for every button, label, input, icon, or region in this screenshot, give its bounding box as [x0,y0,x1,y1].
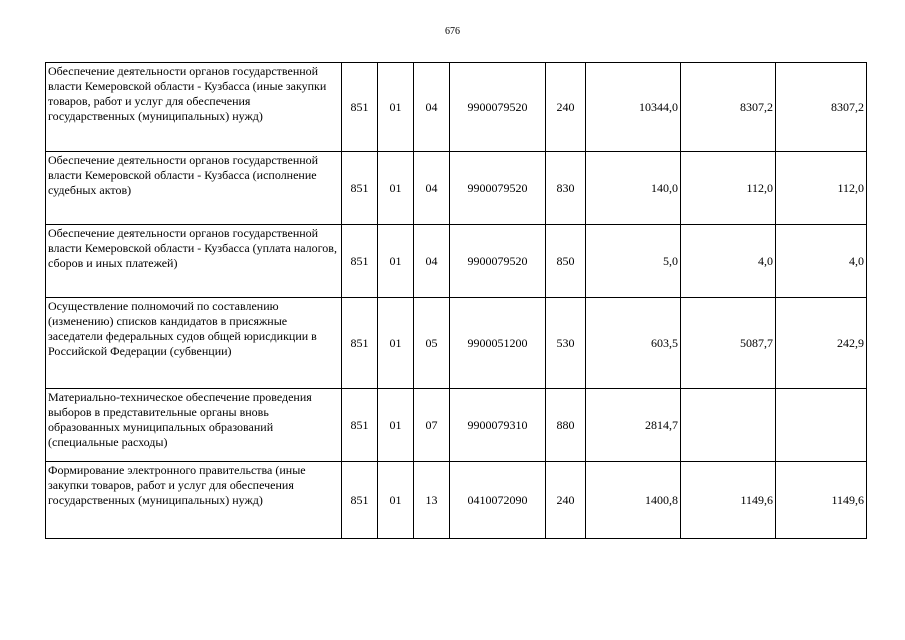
expense-type-code: 240 [546,63,586,152]
target-article-code: 0410072090 [450,462,546,539]
subsection-code: 07 [414,389,450,462]
ministry-code: 851 [342,462,378,539]
section-code: 01 [378,298,414,389]
table-row [46,389,867,462]
amount-2: 4,0 [681,225,776,298]
amount-1: 603,5 [586,298,681,389]
expense-type-code: 850 [546,225,586,298]
row-description: Осуществление полномочий по составлению (изменению) списков кандидатов в присяжные заседатели федеральных судов общей юрисдикции в Российской Федерации (субвенции) [46,298,342,389]
subsection-code: 04 [414,225,450,298]
subsection-code: 04 [414,63,450,152]
target-article-code: 9900079310 [450,389,546,462]
ministry-code: 851 [342,152,378,225]
amount-2 [681,389,776,462]
expense-type-code: 830 [546,152,586,225]
amount-3: 8307,2 [776,63,867,152]
amount-2: 8307,2 [681,63,776,152]
amount-1: 1400,8 [586,462,681,539]
subsection-code: 13 [414,462,450,539]
amount-1: 2814,7 [586,389,681,462]
row-description: Формирование электронного правительства (иные закупки товаров, работ и услуг для обеспечения государственных (муниципальных) нужд) [46,462,342,539]
amount-1: 10344,0 [586,63,681,152]
section-code: 01 [378,225,414,298]
amount-2: 112,0 [681,152,776,225]
amount-1: 5,0 [586,225,681,298]
amount-2: 5087,7 [681,298,776,389]
expense-type-code: 240 [546,462,586,539]
table-row [46,225,867,298]
section-code: 01 [378,152,414,225]
subsection-code: 05 [414,298,450,389]
amount-3: 1149,6 [776,462,867,539]
ministry-code: 851 [342,389,378,462]
expense-type-code: 530 [546,298,586,389]
table-row [46,298,867,389]
section-code: 01 [378,63,414,152]
subsection-code: 04 [414,152,450,225]
amount-3 [776,389,867,462]
row-description: Материально-техническое обеспечение проведения выборов в представительные органы вновь образованных муниципальных образований (специальные расходы) [46,389,342,462]
amount-2: 1149,6 [681,462,776,539]
page-number: 676 [445,26,460,37]
table-row [46,63,867,152]
row-description: Обеспечение деятельности органов государственной власти Кемеровской области - Кузбасса (иные закупки товаров, работ и услуг для обеспечения государственных (муниципальных) нужд) [46,63,342,152]
row-description: Обеспечение деятельности органов государственной власти Кемеровской области - Кузбасса (уплата налогов, сборов и иных платежей) [46,225,342,298]
row-description: Обеспечение деятельности органов государственной власти Кемеровской области - Кузбасса (исполнение судебных актов) [46,152,342,225]
table-row [46,462,867,539]
amount-3: 112,0 [776,152,867,225]
table-row [46,152,867,225]
expense-type-code: 880 [546,389,586,462]
budget-table [45,62,867,539]
ministry-code: 851 [342,225,378,298]
ministry-code: 851 [342,63,378,152]
amount-3: 242,9 [776,298,867,389]
section-code: 01 [378,389,414,462]
section-code: 01 [378,462,414,539]
target-article-code: 9900079520 [450,63,546,152]
target-article-code: 9900051200 [450,298,546,389]
amount-1: 140,0 [586,152,681,225]
ministry-code: 851 [342,298,378,389]
target-article-code: 9900079520 [450,152,546,225]
amount-3: 4,0 [776,225,867,298]
target-article-code: 9900079520 [450,225,546,298]
